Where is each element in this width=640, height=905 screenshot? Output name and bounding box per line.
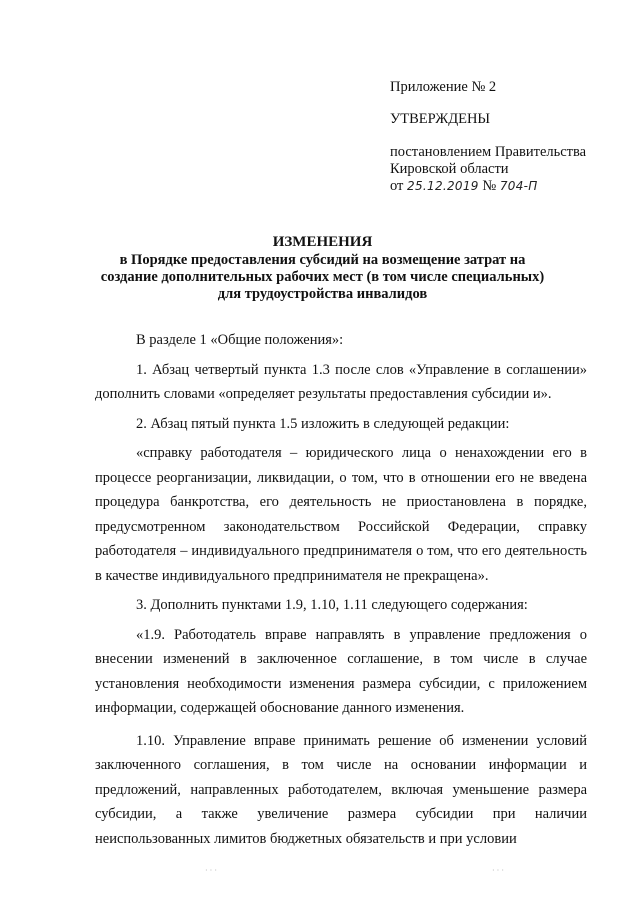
item-1: 1. Абзац четвертый пункта 1.3 после слов «Управление в соглашении» дополнить словами «определяет результаты предоставления субсидии и». xyxy=(95,361,587,402)
date-prefix: от xyxy=(390,178,404,194)
appendix-header xyxy=(390,78,630,195)
item-3: 3. Дополнить пунктами 1.9, 1.10, 1.11 следующего содержания: xyxy=(136,597,528,613)
scan-artifact: · · · xyxy=(205,866,217,875)
decree-date-line xyxy=(390,178,630,195)
item-2-quote: «справку работодателя – юридического лица о ненахождении его в процессе реорганизации, ликвидации, о том, что в отношении его не введена процедура банкротства, его деятельность не приостановлена в порядке, предусмотренном законодательством Российской Федерации, справку работодателя – индивидуального предпринимателя о том, что его деятельность в качестве индивидуального предпринимателя не прекращена». xyxy=(95,445,587,584)
document-title xyxy=(95,234,550,303)
section-intro: В разделе 1 «Общие положения»: xyxy=(136,332,344,348)
appendix-label: Приложение № 2 xyxy=(390,79,497,95)
scan-artifact: · · · xyxy=(492,866,504,875)
document-body xyxy=(95,328,587,851)
item-2: 2. Абзац пятый пункта 1.5 изложить в следующей редакции: xyxy=(136,415,510,432)
decree-line-2: Кировской области xyxy=(390,161,509,177)
number-prefix: № xyxy=(482,178,497,194)
decree-date: 25.12.2019 xyxy=(407,179,479,193)
title-subtitle: в Порядке предоставления субсидий на возмещение затрат на создание дополнительных рабочих мест (в том числе специальных) для трудоустройства инвалидов xyxy=(100,252,545,302)
paragraph-1-10: 1.10. Управление вправе принимать решение об изменении условий заключенного соглашения, в том числе на основании информации и предложений, направленных работодателем, включая уменьшение размера субсидии, а также увеличение размера субсидии при наличии неиспользованных лимитов бюджетных обязательств и при условии xyxy=(95,732,587,847)
approved-label: УТВЕРЖДЕНЫ xyxy=(390,111,491,127)
decree-number: 704-П xyxy=(499,179,538,193)
paragraph-1-9: «1.9. Работодатель вправе направлять в управление предложения о внесении изменений в заключенное соглашение, в том числе в случае установления необходимости изменения размера субсидии, с приложением информации, содержащей обоснование данного изменения. xyxy=(95,626,587,716)
decree-reference xyxy=(390,144,630,195)
decree-line-1: постановлением Правительства xyxy=(390,144,587,160)
title-main: ИЗМЕНЕНИЯ xyxy=(272,234,373,250)
